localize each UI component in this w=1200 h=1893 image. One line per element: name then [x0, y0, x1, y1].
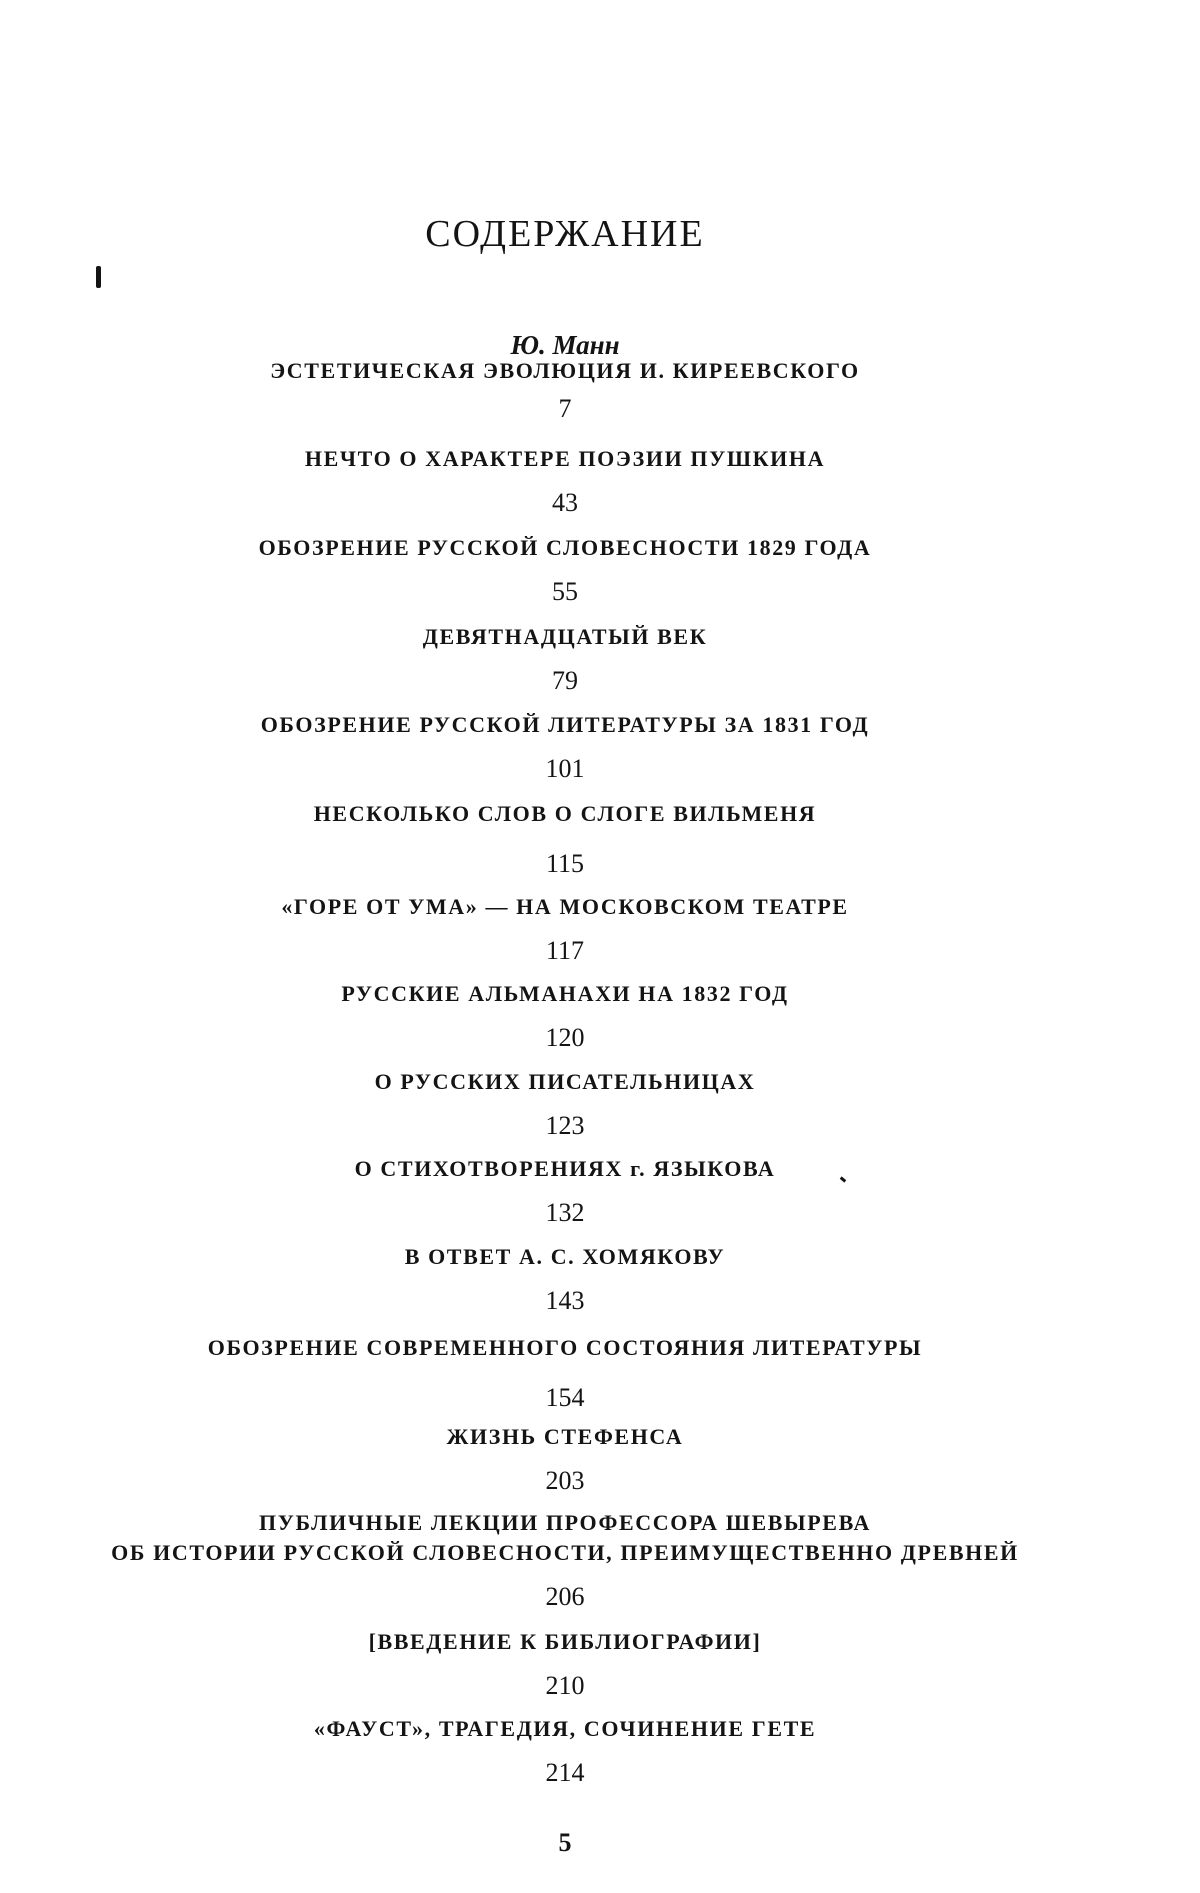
toc-entry-page: 7 — [558, 394, 572, 423]
toc-entry — [0, 444, 1130, 518]
toc-entry-title: ОБОЗРЕНИЕ РУССКОЙ СЛОВЕСНОСТИ 1829 ГОДА — [258, 535, 872, 560]
toc-entry-title-line: ПУБЛИЧНЫЕ ЛЕКЦИИ ПРОФЕССОРА ШЕВЫРЕВА — [259, 1510, 871, 1535]
toc-entry-title: В ОТВЕТ А. С. ХОМЯКОВУ — [404, 1244, 726, 1269]
toc-entry-title-line: ОБ ИСТОРИИ РУССКОЙ СЛОВЕСНОСТИ, ПРЕИМУЩЕСТВЕННО ДРЕВНЕЙ — [111, 1540, 1019, 1565]
toc-entry-title: ЭСТЕТИЧЕСКАЯ ЭВОЛЮЦИЯ И. КИРЕЕВСКОГО — [270, 358, 860, 383]
toc-entry-title — [0, 1508, 1130, 1568]
toc-entry-page: 206 — [545, 1582, 585, 1611]
toc-entry — [0, 1714, 1130, 1788]
toc-entry-page: 210 — [545, 1671, 585, 1700]
toc-entry-page: 117 — [545, 936, 585, 965]
toc-entry — [0, 622, 1130, 696]
toc-entry-page: 120 — [545, 1023, 585, 1052]
margin-mark — [96, 266, 101, 288]
toc-entry — [0, 892, 1130, 966]
toc-entry — [0, 1627, 1130, 1701]
toc-entry — [0, 710, 1130, 784]
toc-entry-page: 101 — [545, 754, 585, 783]
toc-entry-page: 214 — [545, 1758, 585, 1787]
toc-entry — [0, 1333, 1130, 1413]
toc-entry-page: 203 — [545, 1466, 585, 1495]
toc-entry — [0, 1422, 1130, 1496]
toc-entry — [0, 533, 1130, 607]
toc-entry-page: 123 — [545, 1111, 585, 1140]
toc-entry-title: НЕЧТО О ХАРАКТЕРЕ ПОЭЗИИ ПУШКИНА — [304, 446, 826, 471]
toc-entry-title: [ВВЕДЕНИЕ К БИБЛИОГРАФИИ] — [368, 1629, 762, 1654]
toc-entry-title: ЖИЗНЬ СТЕФЕНСА — [446, 1424, 684, 1449]
toc-entry-page: 154 — [545, 1383, 585, 1412]
toc-entry-title: О СТИХОТВОРЕНИЯХ г. ЯЗЫКОВА — [354, 1156, 776, 1181]
toc-entry — [0, 1242, 1130, 1316]
toc-entry-page: 79 — [552, 666, 578, 695]
toc-entry-page: 55 — [552, 577, 578, 606]
toc-entry — [0, 1067, 1130, 1141]
toc-entry-title: ОБОЗРЕНИЕ РУССКОЙ ЛИТЕРАТУРЫ ЗА 1831 ГОД — [260, 712, 870, 737]
toc-entry-title: РУССКИЕ АЛЬМАНАХИ НА 1832 ГОД — [341, 981, 789, 1006]
toc-entry — [0, 979, 1130, 1053]
toc-entry — [0, 799, 1130, 879]
toc-entry — [0, 1154, 1130, 1228]
toc-entry — [0, 356, 1130, 424]
page-number: 5 — [558, 1828, 572, 1857]
toc-entry-page: 115 — [545, 849, 585, 878]
toc-entry-title: «ФАУСТ», ТРАГЕДИЯ, СОЧИНЕНИЕ ГЕТЕ — [313, 1716, 817, 1741]
toc-entry-title: О РУССКИХ ПИСАТЕЛЬНИЦАХ — [374, 1069, 756, 1094]
toc-entry-title: ОБОЗРЕНИЕ СОВРЕМЕННОГО СОСТОЯНИЯ ЛИТЕРАТУРЫ — [207, 1335, 923, 1360]
toc-entry-page: 132 — [545, 1198, 585, 1227]
toc-entry-page: 143 — [545, 1286, 585, 1315]
toc-entry-page: 43 — [552, 488, 578, 517]
page-title: СОДЕРЖАНИЕ — [425, 213, 705, 255]
toc-entry-title: ДЕВЯТНАДЦАТЫЙ ВЕК — [422, 624, 708, 649]
author-name: Ю. Манн — [510, 330, 620, 360]
toc-entry-title: НЕСКОЛЬКО СЛОВ О СЛОГЕ ВИЛЬМЕНЯ — [313, 801, 817, 826]
toc-entry — [0, 1508, 1130, 1612]
toc-entry-title: «ГОРЕ ОТ УМА» — НА МОСКОВСКОМ ТЕАТРЕ — [281, 894, 849, 919]
